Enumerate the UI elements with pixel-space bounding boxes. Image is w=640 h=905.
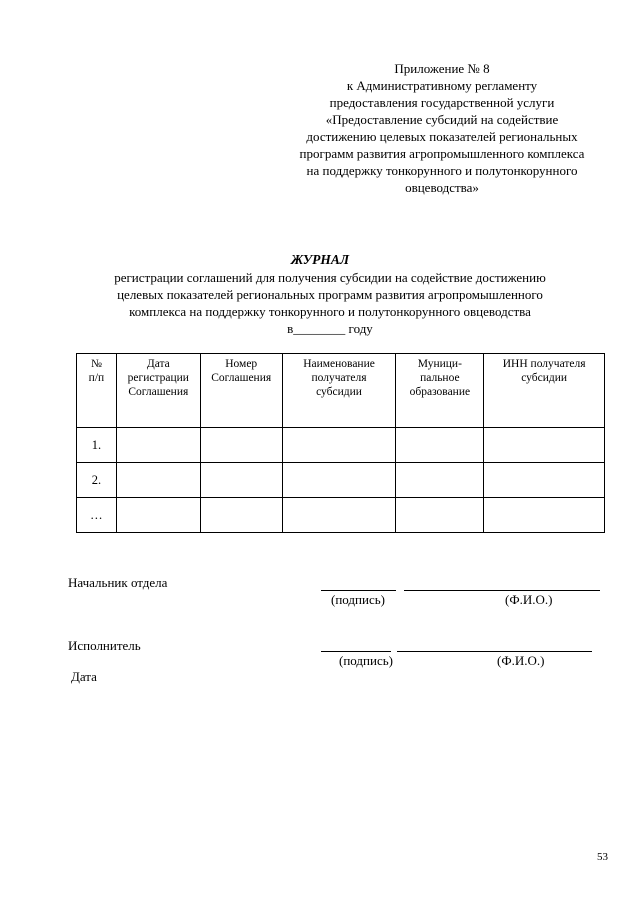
- header-cell-inn: [484, 354, 605, 428]
- journal-subtitle-line: в________ году: [287, 321, 373, 336]
- header-text: субсидии: [521, 372, 568, 384]
- header-text: №: [90, 358, 102, 370]
- table-cell: [282, 428, 396, 463]
- appendix-line: «Предоставление субсидий на содействие: [325, 112, 559, 127]
- header-text: Соглашения: [211, 372, 272, 384]
- header-cell-municipality: [396, 354, 484, 428]
- header-text: Наименование: [303, 358, 375, 370]
- appendix-line: предоставления государственной услуги: [329, 95, 555, 110]
- header-text: Номер: [225, 358, 258, 370]
- table-cell: [396, 498, 484, 533]
- table-cell: [484, 463, 605, 498]
- journal-subtitle: [60, 269, 600, 337]
- header-text: Муници-: [417, 358, 462, 370]
- executor-name-caption: (Ф.И.О.): [497, 653, 545, 668]
- journal-subtitle-line: комплекса на поддержку тонкорунного и полутонкорунного овцеводства: [129, 304, 531, 319]
- journal-title: ЖУРНАЛ: [290, 252, 350, 267]
- row-number-cell: 2.: [77, 463, 117, 498]
- header-cell-number: [77, 354, 117, 428]
- page-number: 53: [597, 851, 608, 863]
- table-row: [77, 463, 605, 498]
- header-cell-recipient-name: [282, 354, 396, 428]
- row-number-cell: 1.: [77, 428, 117, 463]
- table-cell: [396, 463, 484, 498]
- header-text: регистрации: [127, 372, 189, 384]
- appendix-line: на поддержку тонкорунного и полутонкорунного: [306, 163, 578, 178]
- appendix-line: Приложение № 8: [394, 61, 490, 76]
- executor-label: Исполнитель: [68, 638, 141, 653]
- head-signature-line: [321, 590, 396, 591]
- table-cell: [484, 428, 605, 463]
- executor-signature-line: [321, 651, 391, 652]
- executor-signature-caption: (подпись): [339, 653, 393, 668]
- appendix-line: программ развития агропромышленного комплекса: [299, 146, 585, 161]
- header-text: Дата: [146, 358, 170, 370]
- header-cell-agreement-number: [200, 354, 282, 428]
- head-name-caption: (Ф.И.О.): [505, 592, 553, 607]
- table-cell: [396, 428, 484, 463]
- registration-table: [76, 353, 605, 533]
- table-row: [77, 498, 605, 533]
- table-cell: [200, 428, 282, 463]
- table-cell: [116, 498, 200, 533]
- header-text: получателя: [311, 372, 367, 384]
- appendix-header: [268, 60, 616, 196]
- date-label: Дата: [71, 669, 97, 684]
- executor-name-line: [397, 651, 592, 652]
- row-number-cell: …: [77, 498, 117, 533]
- header-text: Соглашения: [128, 386, 189, 398]
- table-cell: [116, 428, 200, 463]
- table-cell: [200, 498, 282, 533]
- header-text: п/п: [88, 372, 105, 384]
- table-cell: [116, 463, 200, 498]
- table-cell: [282, 463, 396, 498]
- table-cell: [200, 463, 282, 498]
- header-text: образование: [409, 386, 471, 398]
- table-cell: [282, 498, 396, 533]
- header-cell-registration-date: [116, 354, 200, 428]
- journal-subtitle-line: регистрации соглашений для получения субсидии на содействие достижению: [114, 270, 546, 285]
- journal-subtitle-line: целевых показателей региональных программ развития агропромышленного: [117, 287, 543, 302]
- header-text: субсидии: [316, 386, 362, 398]
- head-signature-caption: (подпись): [331, 592, 385, 607]
- appendix-line: достижению целевых показателей региональных: [306, 129, 578, 144]
- table-cell: [484, 498, 605, 533]
- table-row: [77, 428, 605, 463]
- appendix-line: к Административному регламенту: [346, 78, 538, 93]
- head-name-line: [404, 590, 600, 591]
- appendix-line: овцеводства»: [405, 180, 479, 195]
- table-header-row: [77, 354, 605, 428]
- header-text: ИНН получателя: [502, 358, 586, 370]
- head-of-department-label: Начальник отдела: [68, 575, 168, 590]
- header-text: пальное: [420, 372, 460, 384]
